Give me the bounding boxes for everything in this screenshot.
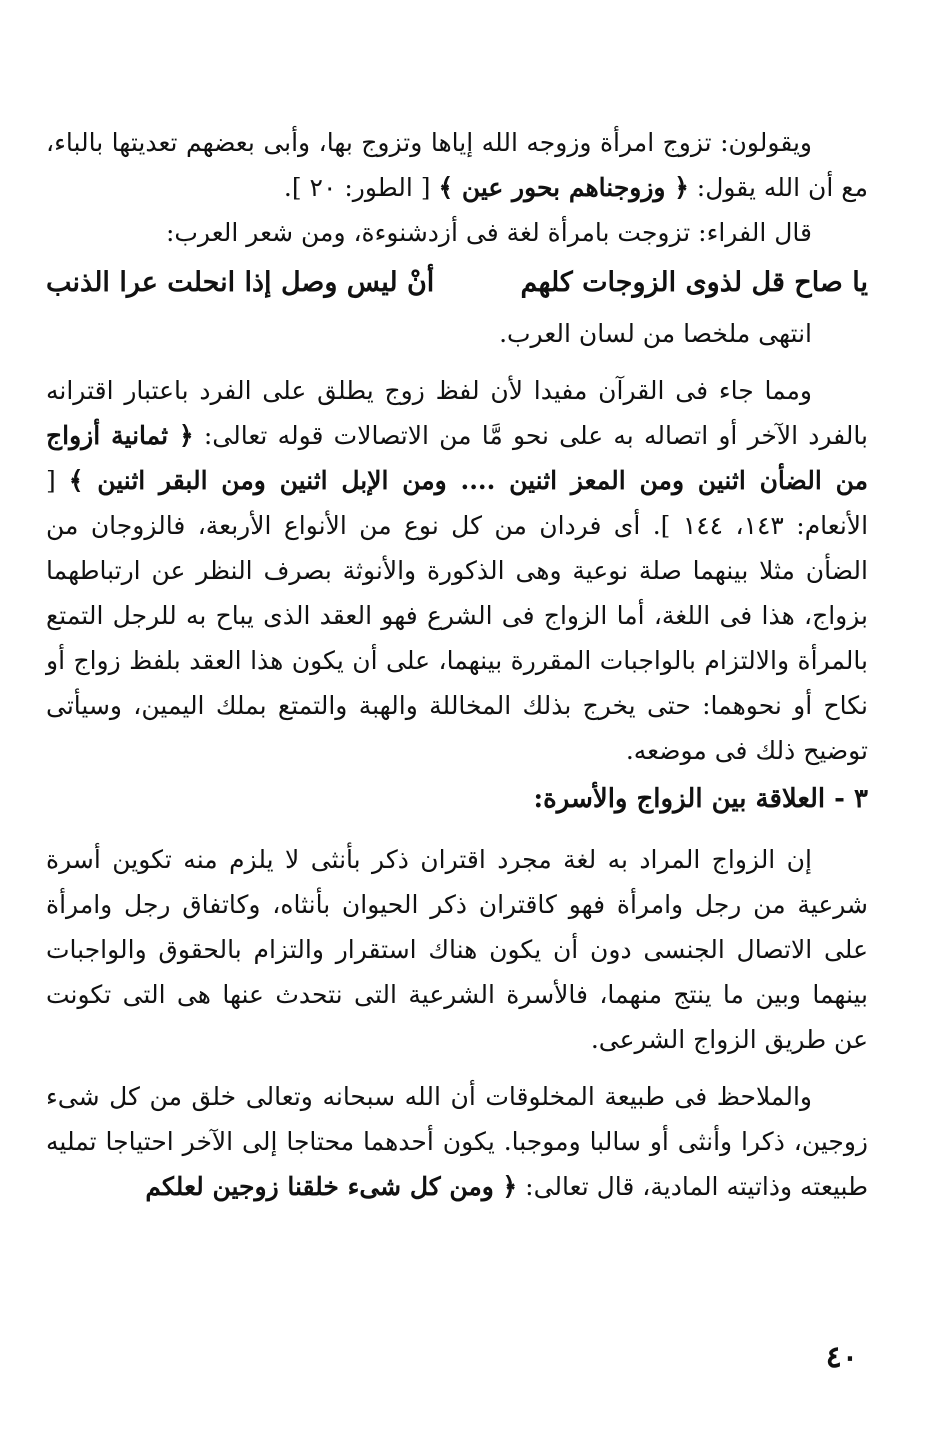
paragraph-3: انتهى ملخصا من لسان العرب.	[499, 319, 812, 348]
paragraph-2: قال الفراء: تزوجت بامرأة لغة فى أزدشنوءة، ومن شعر العرب:	[165, 218, 812, 247]
page-body	[46, 120, 868, 1209]
section-heading: ٣ - العلاقة بين الزواج والأسرة:	[533, 784, 868, 814]
paragraph-6	[46, 1074, 868, 1209]
page-number: ٤٠	[825, 1340, 858, 1375]
paragraph-5: إن الزواج المراد به لغة مجرد اقتران ذكر بأنثى لا يلزم منه تكوين أسرة شرعية من رجل وامرأة فهو كاقتران ذكر الحيوان بأنثاه، وكاتفاق رجل وامرأة على الاتصال الجنسى دون أن يكون هناك استقرار والتزام بالحقوق والواجبات بينهما وبين ما ينتج منهما، فالأسرة الشرعية التى نتحدث عنها هى التى تكونت عن طريق الزواج الشرعى.	[46, 845, 869, 1054]
paragraph-4-text: ومما جاء فى القرآن مفيدا لأن لفظ زوج يطلق على الفرد باعتبار اقترانه بالفرد الآخر أو اتصاله به على نحو مَّا من الاتصالات قوله تعالى:	[46, 376, 868, 450]
quran-quote-1: ﴿ وزوجناهم بحور عين ﴾	[438, 173, 689, 202]
verse-second-hemistich: أنْ ليس وصل إذا انحلت عرا الذنب	[46, 267, 435, 298]
paragraph-1	[46, 120, 868, 210]
quran-quote-2: ﴿ ثمانية أزواج من الضأن اثنين ومن المعز اثنين .... ومن الإبل اثنين ومن البقر اثنين ﴾	[46, 421, 868, 495]
paragraph-gap	[46, 825, 868, 837]
paragraph-6-text: والملاحظ فى طبيعة المخلوقات أن الله سبحانه وتعالى خلق من كل شىء زوجين، ذكرا وأنثى أو سالبا وموجبا. يكون أحدهما محتاجا إلى الآخر احتياجا تمليه طبيعته وذاتيته المادية، قال تعالى:	[46, 1082, 868, 1201]
paragraph-1-text: ويقولون: تزوج امرأة وزوجه الله إياها وتزوج بها، وأبى بعضهم تعديتها بالباء، مع أن الله يقول:	[46, 128, 868, 202]
paragraph-gap	[46, 1062, 868, 1074]
quran-quote-3: ﴿ ومن كل شىء خلقنا زوجين لعلكم	[145, 1172, 518, 1201]
quran-reference-1: [ الطور: ٢٠ ].	[283, 173, 431, 202]
poetry-verse	[46, 257, 868, 309]
paragraph-4	[46, 368, 868, 773]
paragraph-gap	[46, 356, 868, 368]
verse-first-hemistich: يا صاح قل لذوى الزوجات كلهم	[520, 267, 868, 298]
paragraph-4-rest: [ الأنعام: ١٤٣، ١٤٤ ]. أى فردان من كل نوع من الأنواع الأربعة، فالزوجان من الضأن مثلا بينهما صلة نوعية وهى الذكورة والأنوثة بصرف النظر عن ارتباطهما بزواج، هذا فى اللغة، أما الزواج فى الشرع فهو العقد الذى يباح به للرجل التمتع بالمرأة والالتزام بالواجبات المقررة بينهما، على أن يكون هذا العقد بلفظ زواج أو نكاح أو نحوهما: حتى يخرج بذلك المخاللة والهبة والتمتع بملك اليمين، وسيأتى توضيح ذلك فى موضعه.	[46, 466, 869, 765]
